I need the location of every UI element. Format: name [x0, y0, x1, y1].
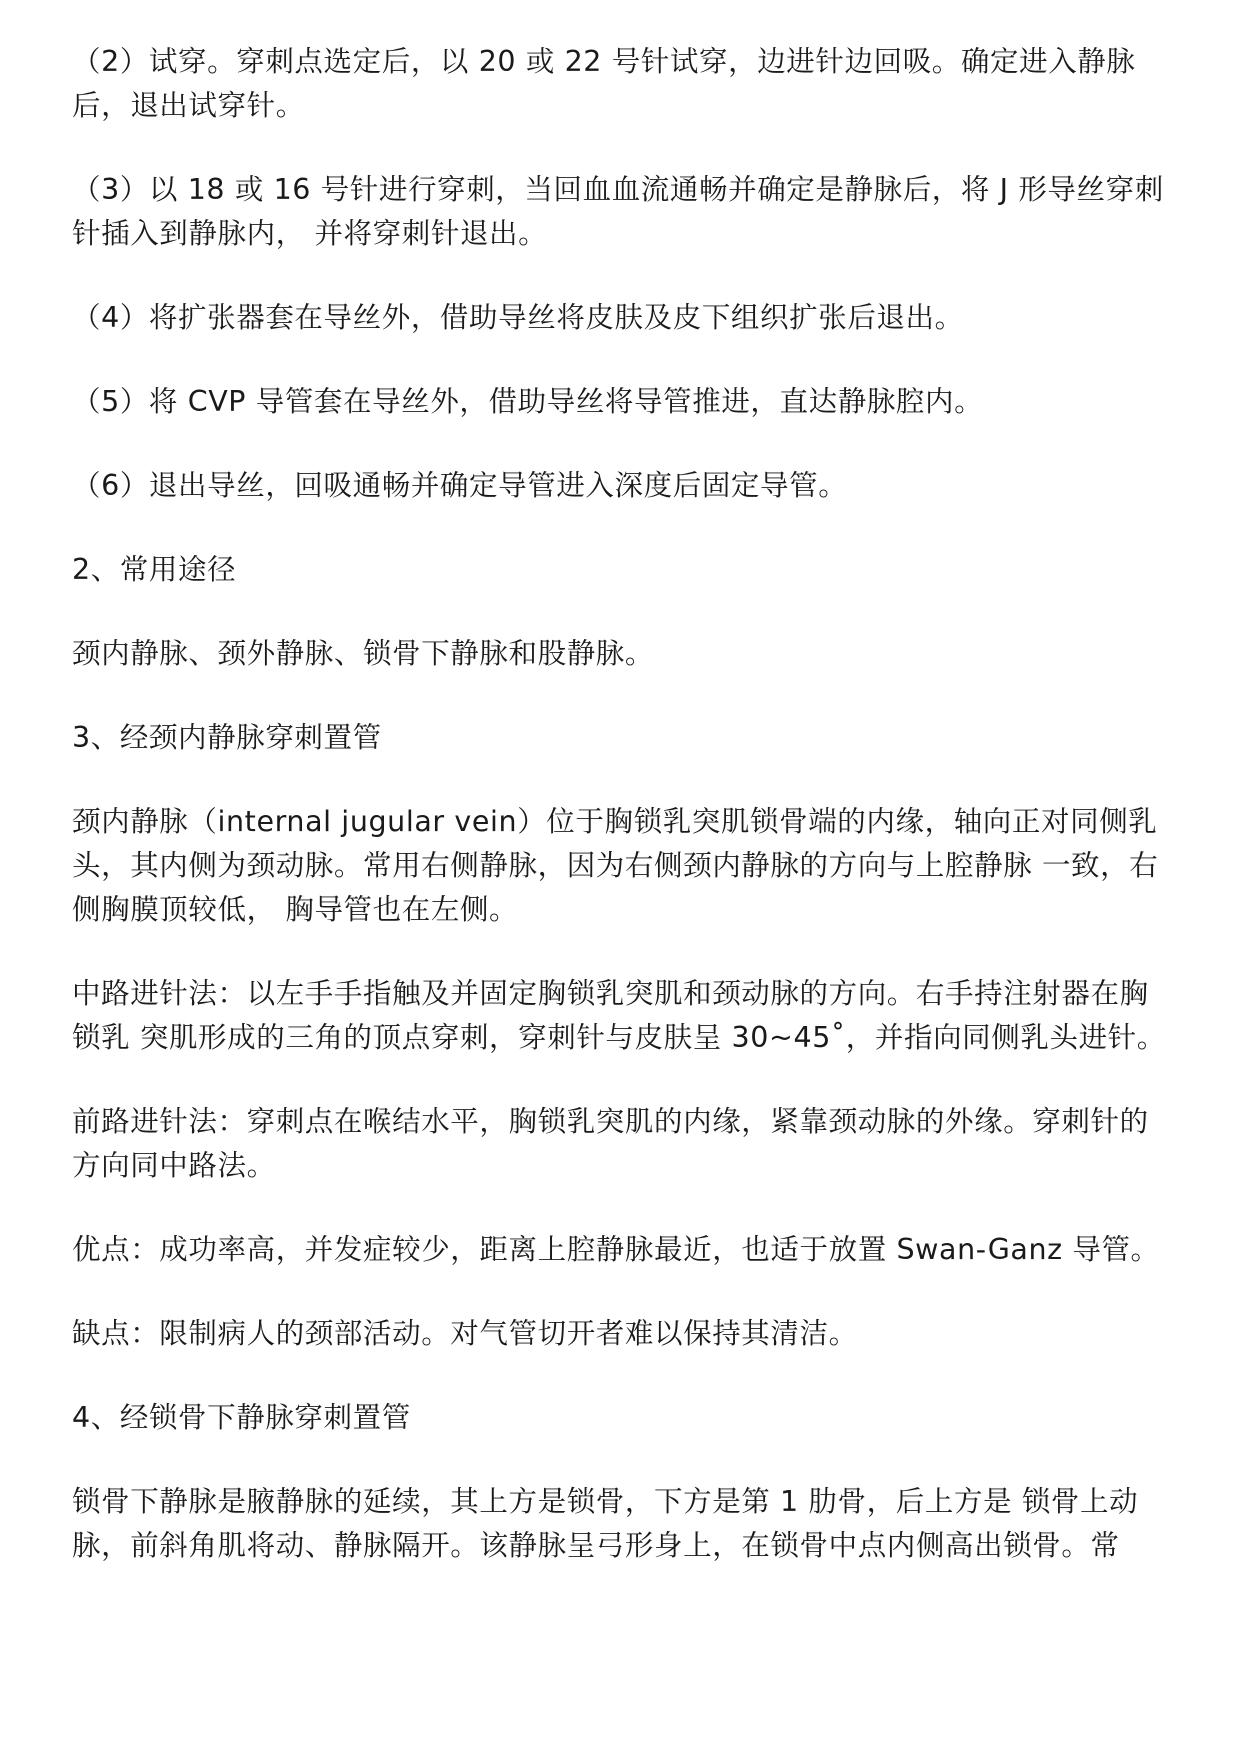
- step-2-paragraph: （2）试穿。穿刺点选定后，以 20 或 22 号针试穿，边进针边回吸。确定进入静脉后，退出试穿针。: [72, 45, 1136, 122]
- section-heading-internal-jugular: 3、经颈内静脉穿刺置管: [72, 721, 382, 754]
- routes-paragraph: 颈内静脉、颈外静脉、锁骨下静脉和股静脉。: [72, 637, 655, 670]
- step-3-paragraph: （3）以 18 或 16 号针进行穿刺，当回血血流通畅并确定是静脉后，将 J 形导丝穿刺针插入到静脉内， 并将穿刺针退出。: [72, 173, 1164, 250]
- step-6-paragraph: （6）退出导丝，回吸通畅并确定导管进入深度后固定导管。: [72, 469, 848, 502]
- step-5-paragraph: （5）将 CVP 导管套在导丝外，借助导丝将导管推进，直达静脉腔内。: [72, 385, 984, 418]
- section-heading-subclavian: 4、经锁骨下静脉穿刺置管: [72, 1401, 411, 1434]
- step-4-paragraph: （4）将扩张器套在导丝外，借助导丝将皮肤及皮下组织扩张后退出。: [72, 301, 964, 334]
- advantages-paragraph: 优点：成功率高，并发症较少，距离上腔静脉最近，也适于放置 Swan-Ganz 导管。: [72, 1233, 1160, 1266]
- disadvantages-paragraph: 缺点：限制病人的颈部活动。对气管切开者难以保持其清洁。: [72, 1317, 858, 1350]
- middle-approach-paragraph: 中路进针法：以左手手指触及并固定胸锁乳突肌和颈动脉的方向。右手持注射器在胸锁乳 突肌形成的三角的顶点穿刺，穿刺针与皮肤呈 30~45˚，并指向同侧乳头进针。: [72, 977, 1166, 1054]
- section-heading-routes: 2、常用途径: [72, 553, 237, 586]
- anterior-approach-paragraph: 前路进针法：穿刺点在喉结水平，胸锁乳突肌的内缘，紧靠颈动脉的外缘。穿刺针的方向同中路法。: [72, 1105, 1149, 1182]
- internal-jugular-description: 颈内静脉（internal jugular vein）位于胸锁乳突肌锁骨端的内缘，轴向正对同侧乳头，其内侧为颈动脉。常用右侧静脉，因为右侧颈内静脉的方向与上腔静脉 一致，右侧胸膜顶较低， 胸导管也在左侧。: [72, 805, 1159, 926]
- subclavian-description: 锁骨下静脉是腋静脉的延续，其上方是锁骨，下方是第 1 肋骨，后上方是 锁骨上动脉，前斜角肌将动、静脉隔开。该静脉呈弓形身上，在锁骨中点内侧高出锁骨。常: [72, 1485, 1139, 1562]
- document-body: [72, 40, 1172, 1568]
